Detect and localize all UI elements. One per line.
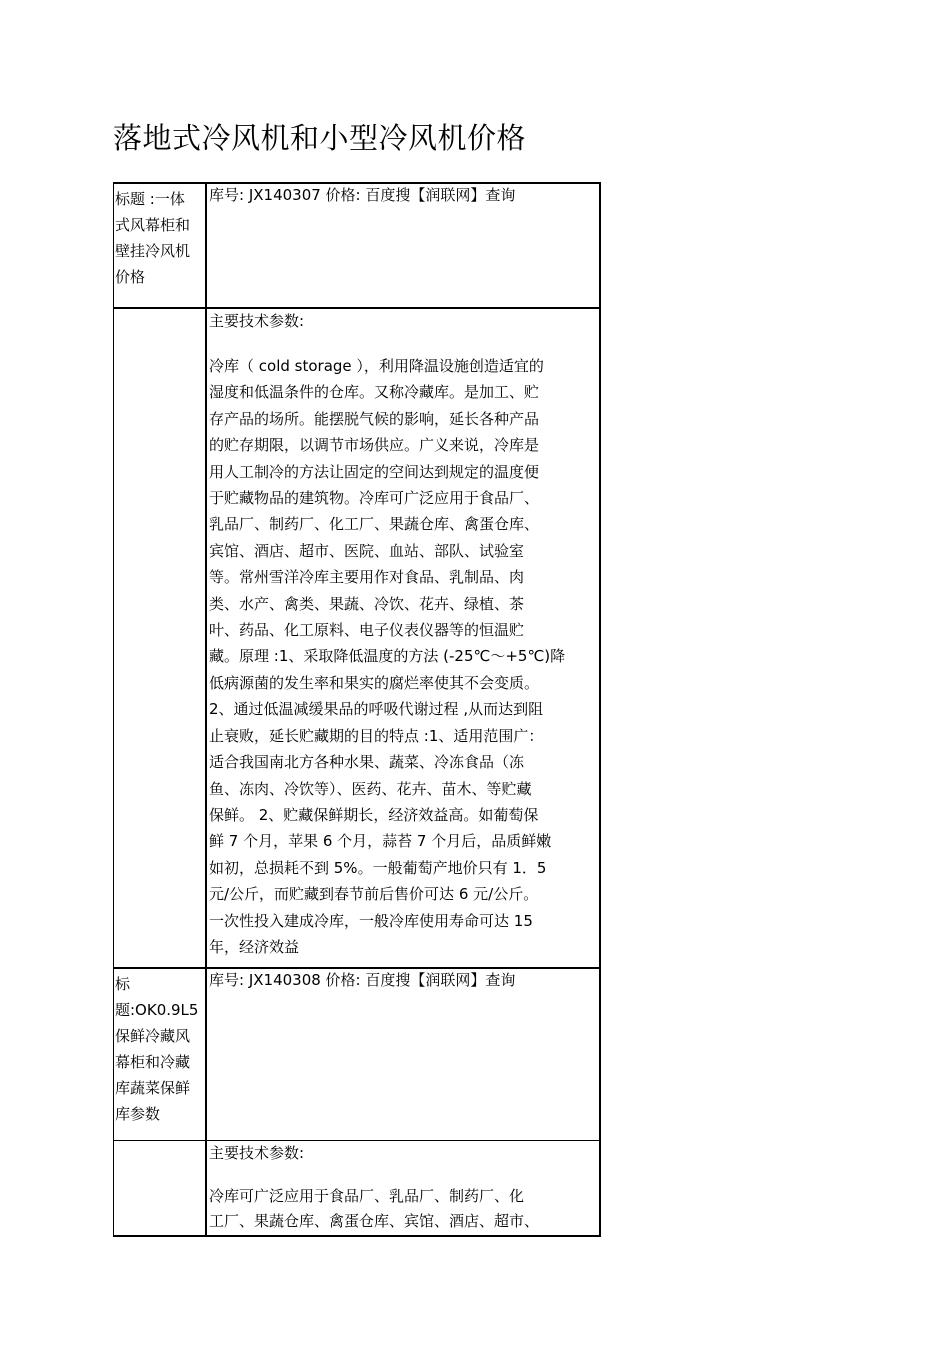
entry-meta: 库号: JX140307 价格: 百度搜【润联网】查询	[209, 186, 516, 204]
body-line: 2、通过低温减缓果品的呼吸代谢过程 ,从而达到阻	[209, 700, 544, 719]
body-line: 冷库（ cold storage ），利用降温设施创造适宜的	[209, 357, 544, 375]
empty-cell	[114, 1141, 207, 1235]
body-line: 一次性投入建成冷库，一般冷库使用寿命可达 15	[209, 911, 533, 930]
body-line: 适合我国南北方各种水果、蔬菜、冷冻食品（冻	[209, 753, 525, 772]
entry-title-line: 保鲜冷藏风	[115, 1027, 191, 1045]
body-line: 元/公斤，而贮藏到春节前后售价可达 6 元/公斤。	[209, 885, 539, 904]
body-line: 宾馆、酒店、超市、医院、血站、部队、试验室	[209, 541, 525, 560]
body-line: 于贮藏物品的建筑物。冷库可广泛应用于食品厂、	[209, 489, 540, 508]
product-spec-table	[113, 182, 601, 1237]
entry-title-line: 价格	[115, 268, 146, 286]
entry-meta-cell	[207, 969, 599, 1142]
body-line: 叶、药品、化工原料、电子仪表仪器等的恒温贮	[209, 621, 525, 640]
body-line: 年，经济效益	[209, 937, 300, 956]
body-line: 的贮存期限，以调节市场供应。广义来说，冷库是	[209, 436, 540, 455]
body-line: 鱼、冻肉、冷饮等）、医药、花卉、苗木、等贮藏	[209, 779, 532, 798]
entry-title-cell	[114, 969, 207, 1142]
empty-cell	[114, 309, 207, 969]
body-line: 止衰败，延长贮藏期的目的特点 :1、适用范围广：	[209, 726, 544, 745]
entry-title-line: 标题 :一体	[115, 190, 185, 208]
entry-title-line: 题:OK0.9L5	[115, 1001, 199, 1019]
entry-title-line: 式风幕柜和	[115, 216, 191, 234]
body-line: 乳品厂、制药厂、化工厂、果蔬仓库、禽蛋仓库、	[209, 515, 540, 534]
body-line: 工厂、果蔬仓库、禽蛋仓库、宾馆、酒店、超市、	[209, 1212, 540, 1230]
params-body	[209, 1184, 597, 1234]
entry-title-line: 库参数	[115, 1105, 161, 1123]
table-row	[114, 184, 599, 307]
entry-title-line: 壁挂冷风机	[115, 242, 191, 260]
entry-title-line: 标	[115, 975, 131, 993]
body-line: 如初，总损耗不到 5%。一般葡萄产地价只有 1．5	[209, 858, 547, 877]
body-line: 低病源菌的发生率和果实的腐烂率使其不会变质。	[209, 673, 540, 692]
params-label: 主要技术参数:	[209, 1144, 305, 1162]
body-line: 冷库可广泛应用于食品厂、乳品厂、制药厂、化	[209, 1187, 525, 1205]
entry-params-cell	[207, 309, 599, 969]
body-line: 鲜 7 个月，苹果 6 个月，蒜苔 7 个月后，品质鲜嫩	[209, 832, 552, 851]
table-row	[114, 1140, 599, 1235]
entry-title-line: 幕柜和冷藏	[115, 1053, 191, 1071]
body-line: 藏。原理 :1、采取降低温度的方法 (-25℃～+5℃)降	[209, 647, 566, 666]
entry-title-line: 库蔬菜保鲜	[115, 1079, 191, 1097]
body-line: 湿度和低温条件的仓库。又称冷藏库。是加工、贮	[209, 383, 540, 402]
body-line: 类、水产、禽类、果蔬、冷饮、花卉、绿植、茶	[209, 594, 525, 613]
body-line: 存产品的场所。能摆脱气候的影响，延长各种产品	[209, 409, 540, 428]
body-line: 等。常州雪洋冷库主要用作对食品、乳制品、肉	[209, 568, 525, 587]
body-line: 保鲜。 2、贮藏保鲜期长，经济效益高。如葡萄保	[209, 805, 539, 824]
page-title: 落地式冷风机和小型冷风机价格	[113, 121, 527, 155]
entry-title-cell	[114, 184, 207, 307]
entry-meta: 库号: JX140308 价格: 百度搜【润联网】查询	[209, 971, 516, 989]
params-label: 主要技术参数:	[209, 312, 305, 330]
body-line: 用人工制冷的方法让固定的空间达到规定的温度便	[209, 462, 540, 481]
table-row	[114, 307, 599, 969]
entry-meta-cell	[207, 184, 599, 307]
table-row	[114, 967, 599, 1142]
params-body	[209, 353, 597, 960]
entry-params-cell	[207, 1141, 599, 1235]
